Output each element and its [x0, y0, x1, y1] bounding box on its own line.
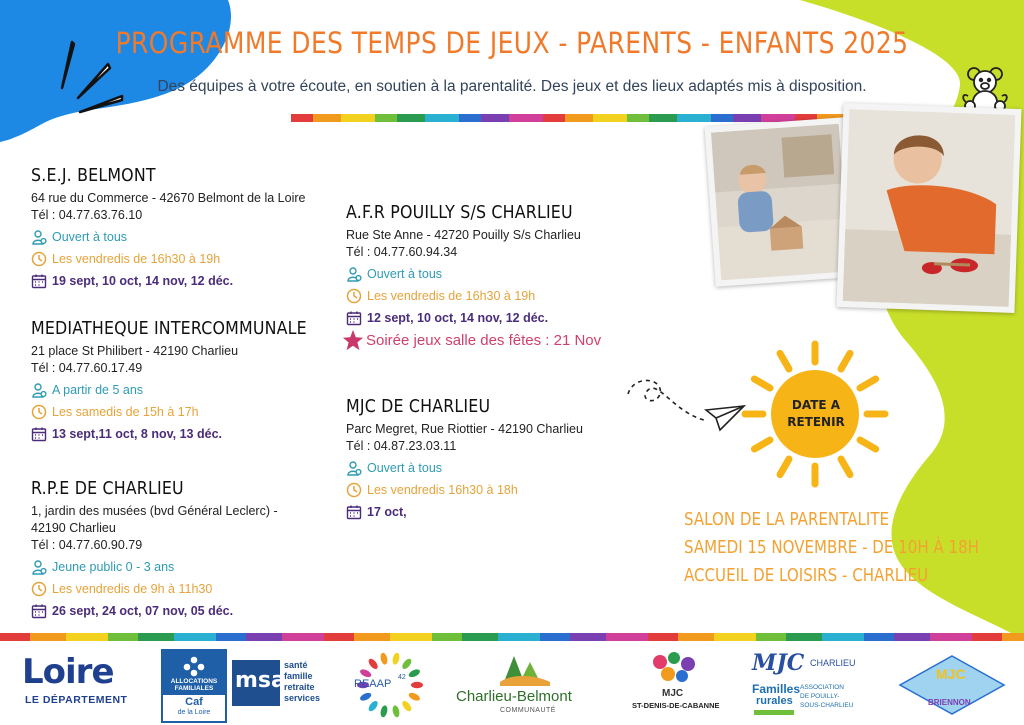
audience-row: Jeune public 0 - 3 ans — [31, 559, 351, 575]
star-icon — [342, 329, 364, 351]
trees-icon — [494, 652, 554, 688]
people-splash-icon — [650, 652, 700, 686]
calendar-icon — [31, 426, 47, 442]
venue-name: S.E.J. BELMONT — [31, 165, 156, 186]
logo-reaap: REAAP 42 — [352, 650, 428, 720]
calendar-icon — [31, 273, 47, 289]
save-the-date-badge — [780, 397, 852, 431]
venue-phone: Tél : 04.87.23.03.11 — [346, 439, 457, 453]
event-location: ACCUEIL DE LOISIRS - CHARLIEU — [684, 566, 929, 586]
venue-phone: Tél : 04.77.60.17.49 — [31, 361, 143, 375]
venue-address: Parc Megret, Rue Riottier - 42190 Charlieu — [346, 422, 583, 436]
venue-name: R.P.E DE CHARLIEU — [31, 478, 184, 499]
logo-mjc-st-denis: MJC ST-DENIS-DE-CABANNE — [630, 652, 720, 718]
venue-name: MJC DE CHARLIEU — [346, 396, 491, 417]
calendar-icon — [31, 603, 47, 619]
venue-phone: Tél : 04.77.63.76.10 — [31, 208, 143, 222]
venue-phone: Tél : 04.77.60.90.79 — [31, 538, 143, 552]
dates-row: 12 sept, 10 oct, 14 nov, 12 déc. — [346, 310, 676, 326]
venue-phone: Tél : 04.77.60.94.34 — [346, 245, 458, 259]
venue-sej-belmont — [31, 165, 351, 289]
dates-row: 19 sept, 10 oct, 14 nov, 12 déc. — [31, 273, 351, 289]
badge-line2: RETENIR — [787, 415, 845, 429]
clock-icon — [31, 251, 47, 267]
venue-address-line2: 42190 Charlieu — [31, 521, 116, 535]
audience-row: A partir de 5 ans — [31, 382, 351, 398]
paper-plane-icon — [624, 372, 750, 438]
schedule-row: Les vendredis 16h30 à 18h — [346, 482, 676, 498]
event-datetime: SAMEDI 15 NOVEMBRE - DE 10H À 18H — [684, 538, 979, 558]
venue-name: MEDIATHEQUE INTERCOMMUNALE — [31, 318, 307, 339]
logo-msa: msa santé famille retraite services — [232, 660, 332, 706]
venue-name: A.F.R POUILLY S/S CHARLIEU — [346, 202, 573, 223]
venue-address: Rue Ste Anne - 42720 Pouilly S/s Charlieu — [346, 228, 581, 242]
special-event-row: Soirée jeux salle des fêtes : 21 Nov — [346, 329, 676, 351]
venue-address: 21 place St Philibert - 42190 Charlieu — [31, 344, 239, 358]
audience-row: Ouvert à tous — [346, 460, 676, 476]
page-subtitle: Des équipes à votre écoute, en soutien à la parentalité. Des jeux et des lieux adaptés mis à disposition. — [157, 78, 867, 95]
calendar-icon — [346, 504, 362, 520]
clock-icon — [346, 482, 362, 498]
logo-charlieu-belmont: Charlieu-Belmont COMMUNAUTÉ — [452, 652, 598, 718]
audience-row: Ouvert à tous — [31, 229, 351, 245]
save-the-date-text — [684, 506, 1024, 590]
venue-address-line1: 1, jardin des musées (bvd Général Leclerc) - — [31, 504, 278, 518]
schedule-row: Les vendredis de 16h30 à 19h — [346, 288, 676, 304]
caf-emblem-icon — [181, 655, 207, 677]
photo-child-playing — [836, 103, 1021, 313]
logo-loire: Loire LE DÉPARTEMENT — [22, 652, 128, 706]
badge-line1: DATE A — [791, 398, 841, 412]
dates-row: 17 oct, — [346, 504, 676, 520]
schedule-row: Les vendredis de 16h30 à 19h — [31, 251, 351, 267]
person-icon — [346, 266, 362, 282]
photo-baby-playing — [705, 117, 856, 286]
venue-afr-pouilly — [346, 202, 676, 351]
clock-icon — [31, 581, 47, 597]
logo-caf: ALLOCATIONS FAMILIALES Caf de la Loire — [161, 649, 227, 723]
person-icon — [31, 229, 47, 245]
calendar-icon — [346, 310, 362, 326]
venue-address: 64 rue du Commerce - 42670 Belmont de la Loire — [31, 191, 306, 205]
logo-mjc-charlieu: MJC CHARLIEU — [752, 650, 856, 676]
schedule-row: Les vendredis de 9h à 11h30 — [31, 581, 351, 597]
clock-icon — [346, 288, 362, 304]
dates-row: 26 sept, 24 oct, 07 nov, 05 déc. — [31, 603, 351, 619]
logo-mjc-briennon: MJC BRIENNON — [898, 654, 1006, 716]
person-icon — [346, 460, 362, 476]
schedule-row: Les samedis de 15h à 17h — [31, 404, 351, 420]
venue-mediatheque — [31, 318, 351, 442]
logo-familles-rurales: Familles rurales ASSOCIATION DE POUILLY- SOUS-CHARLIEU — [752, 682, 864, 718]
page-title: PROGRAMME DES TEMPS DE JEUX - PARENTS - ENFANTS 2025 — [115, 26, 909, 60]
event-title: SALON DE LA PARENTALITE — [684, 510, 890, 530]
venue-rpe-charlieu — [31, 478, 351, 619]
color-stripe-bottom — [0, 633, 1024, 641]
audience-row: Ouvert à tous — [346, 266, 676, 282]
person-icon — [31, 382, 47, 398]
dates-row: 13 sept,11 oct, 8 nov, 13 déc. — [31, 426, 351, 442]
person-icon — [31, 559, 47, 575]
clock-icon — [31, 404, 47, 420]
